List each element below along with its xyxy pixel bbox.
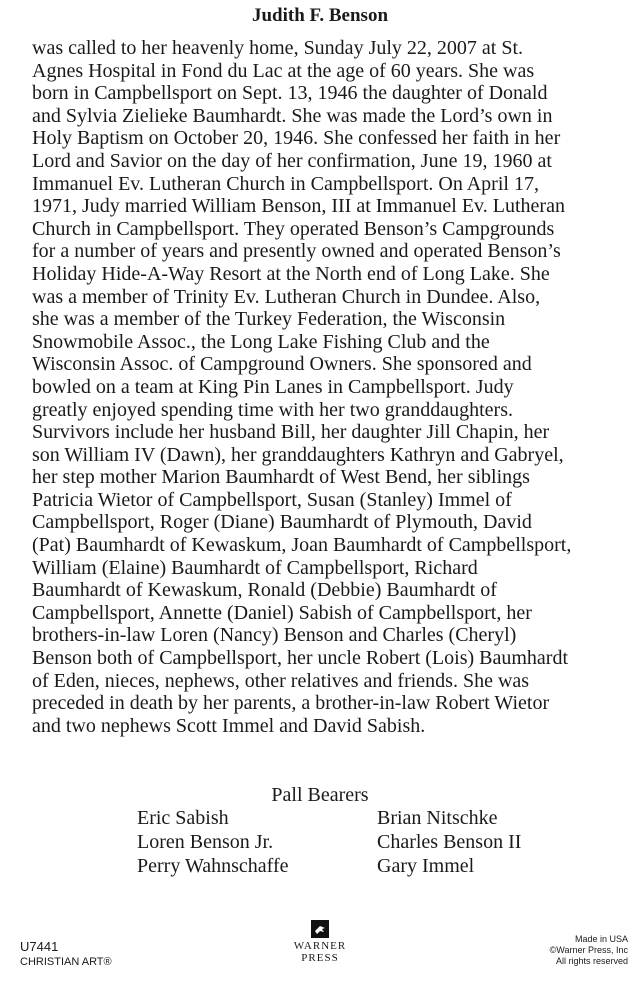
body-line: Immanuel Ev. Lutheran Church in Campbellsport. On April 17, xyxy=(32,172,539,195)
body-line: Survivors include her husband Bill, her daughter Jill Chapin, her xyxy=(32,421,550,444)
body-line: and two nephews Scott Immel and David Sabish. xyxy=(32,714,426,737)
copyright-text: ©Warner Press, Inc xyxy=(549,945,628,955)
legal-info xyxy=(550,934,628,967)
body-line: Campbellsport, Roger (Diane) Baumhardt of Plymouth, David xyxy=(32,511,532,534)
pall-bearers-right-column xyxy=(377,806,521,878)
brand-name: CHRISTIAN ART® xyxy=(20,956,112,968)
body-line: she was a member of the Turkey Federation, the Wisconsin xyxy=(32,308,506,331)
body-line: for a number of years and presently owned and operated Benson’s xyxy=(32,240,561,263)
body-line: William (Elaine) Baumhardt of Campbellsport, Richard xyxy=(32,556,478,579)
body-line: of Eden, nieces, nephews, other relatives and friends. She was xyxy=(32,669,530,692)
body-line: and Sylvia Zielieke Baumhardt. She was made the Lord’s own in xyxy=(32,104,553,127)
dove-logo-icon xyxy=(311,920,329,938)
pall-bearers-heading: Pall Bearers xyxy=(271,784,369,806)
body-line: Wisconsin Assoc. of Campground Owners. She sponsored and xyxy=(32,353,532,376)
body-line: Campbellsport, Annette (Daniel) Sabish of Campbellsport, her xyxy=(32,601,532,624)
made-in-text: Made in USA xyxy=(574,934,628,944)
product-code: U7441 xyxy=(20,939,59,954)
body-line: greatly enjoyed spending time with her two granddaughters. xyxy=(32,398,513,421)
pall-bearer-name: Gary Immel xyxy=(377,855,475,877)
body-line: Baumhardt of Kewaskum, Ronald (Debbie) Baumhardt of xyxy=(32,579,497,602)
obituary-body xyxy=(32,37,632,737)
pall-bearers-left-column xyxy=(137,806,288,878)
product-info xyxy=(20,939,112,969)
publisher-logo xyxy=(275,920,365,964)
body-line: 1971, Judy married William Benson, III at Immanuel Ev. Lutheran xyxy=(32,195,565,218)
body-line: (Pat) Baumhardt of Kewaskum, Joan Baumhardt of Campbellsport, xyxy=(32,534,572,557)
body-line: bowled on a team at King Pin Lanes in Campbellsport. Judy xyxy=(32,375,514,398)
pall-bearer-name: Loren Benson Jr. xyxy=(137,831,274,853)
body-line: was called to her heavenly home, Sunday July 22, 2007 at St. xyxy=(32,37,524,59)
body-line: her step mother Marion Baumhardt of West Bend, her siblings xyxy=(32,466,530,489)
body-line: Church in Campbellsport. They operated Benson’s Campgrounds xyxy=(32,217,555,240)
body-line: born in Campbellsport on Sept. 13, 1946 the daughter of Donald xyxy=(32,82,548,105)
body-line: Agnes Hospital in Fond du Lac at the age of 60 years. She was xyxy=(32,59,535,82)
rights-text: All rights reserved xyxy=(555,956,628,966)
pall-bearer-name: Eric Sabish xyxy=(137,807,229,829)
body-line: Holy Baptism on October 20, 1946. She confessed her faith in her xyxy=(32,127,561,150)
obituary-title: Judith F. Benson xyxy=(251,5,389,26)
body-line: son William IV (Dawn), her granddaughters Kathryn and Gabryel, xyxy=(32,443,564,466)
body-line: Holiday Hide-A-Way Resort at the North end of Long Lake. She xyxy=(32,262,550,285)
logo-text-press: PRESS xyxy=(301,952,339,964)
body-line: Lord and Savior on the day of her confirmation, June 19, 1960 at xyxy=(32,149,552,172)
pall-bearer-name: Charles Benson II xyxy=(377,831,522,853)
pall-bearer-name: Brian Nitschke xyxy=(377,807,498,829)
body-line: Snowmobile Assoc., the Long Lake Fishing Club and the xyxy=(32,330,490,353)
body-line: Benson both of Campbellsport, her uncle Robert (Lois) Baumhardt xyxy=(32,647,569,670)
pall-bearer-name: Perry Wahnschaffe xyxy=(137,855,289,877)
body-line: brothers-in-law Loren (Nancy) Benson and Charles (Cheryl) xyxy=(32,624,517,647)
body-line: preceded in death by her parents, a brother-in-law Robert Wietor xyxy=(32,692,550,715)
body-line: was a member of Trinity Ev. Lutheran Church in Dundee. Also, xyxy=(32,285,541,308)
body-line: Patricia Wietor of Campbellsport, Susan (Stanley) Immel of xyxy=(32,488,512,511)
logo-text-warner: WARNER xyxy=(293,940,347,952)
